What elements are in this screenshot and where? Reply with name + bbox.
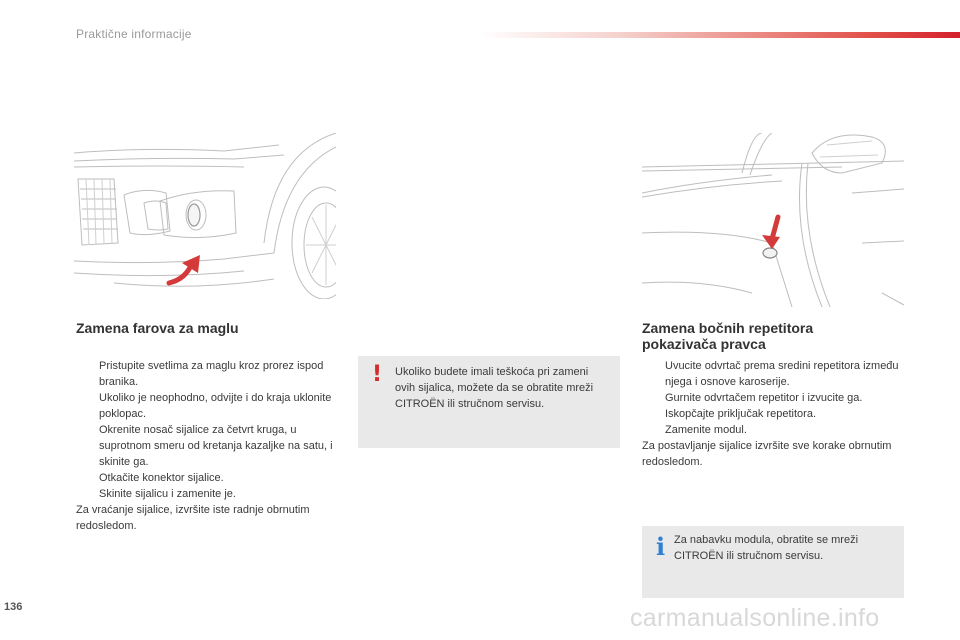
list-item: Skinite sijalicu i zamenite je.: [99, 488, 236, 500]
fog-lamp-bumper-illustration: [74, 133, 336, 299]
side-repeater-instructions: [642, 358, 904, 470]
list-item: Uvucite odvrtač prema sredini repetitora između njega i osnove karoserije.: [665, 360, 899, 388]
warning-text: Ukoliko budete imali teškoća pri zameni ovih sijalica, možete da se obratite mreži CITROËN ili stručnom servisu.: [395, 366, 594, 410]
list-item: Pristupite svetlima za maglu kroz prorez ispod branika. Ukoliko je neophodno, odvijte i do kraja uklonite poklopac.: [99, 360, 332, 420]
list-item: Zamenite modul.: [665, 424, 747, 436]
list-item: Okrenite nosač sijalice za četvrt kruga, u suprotnom smeru od kretanja kazaljke na satu, i skinite ga.: [99, 424, 333, 468]
warning-icon: !: [372, 362, 383, 387]
info-icon: i: [656, 532, 666, 561]
page-number: 136: [4, 601, 23, 613]
section-title: Praktične informacije: [76, 27, 192, 41]
fog-lamp-instructions: [76, 358, 334, 534]
side-repeater-illustration: [642, 133, 904, 307]
watermark: carmanualsonline.info: [630, 604, 880, 632]
list-item: Iskopčajte priključak repetitora.: [665, 408, 817, 420]
side-repeater-title: Zamena bočnih repetitora pokazivača pravca: [642, 320, 814, 352]
closing-paragraph: Za postavljanje sijalice izvršite sve korake obrnutim redosledom.: [642, 440, 892, 468]
info-text: Za nabavku modula, obratite se mreži CITROËN ili stručnom servisu.: [674, 534, 859, 562]
list-item: Otkačite konektor sijalice.: [99, 472, 224, 484]
warning-note: [358, 356, 620, 448]
fog-lamp-title: Zamena farova za maglu: [76, 320, 239, 336]
header-accent-bar: [480, 32, 960, 38]
closing-paragraph: Za vraćanje sijalice, izvršite iste radnje obrnutim redosledom.: [76, 504, 310, 532]
info-note: [642, 526, 904, 598]
list-item: Gurnite odvrtačem repetitor i izvucite ga.: [665, 392, 863, 404]
